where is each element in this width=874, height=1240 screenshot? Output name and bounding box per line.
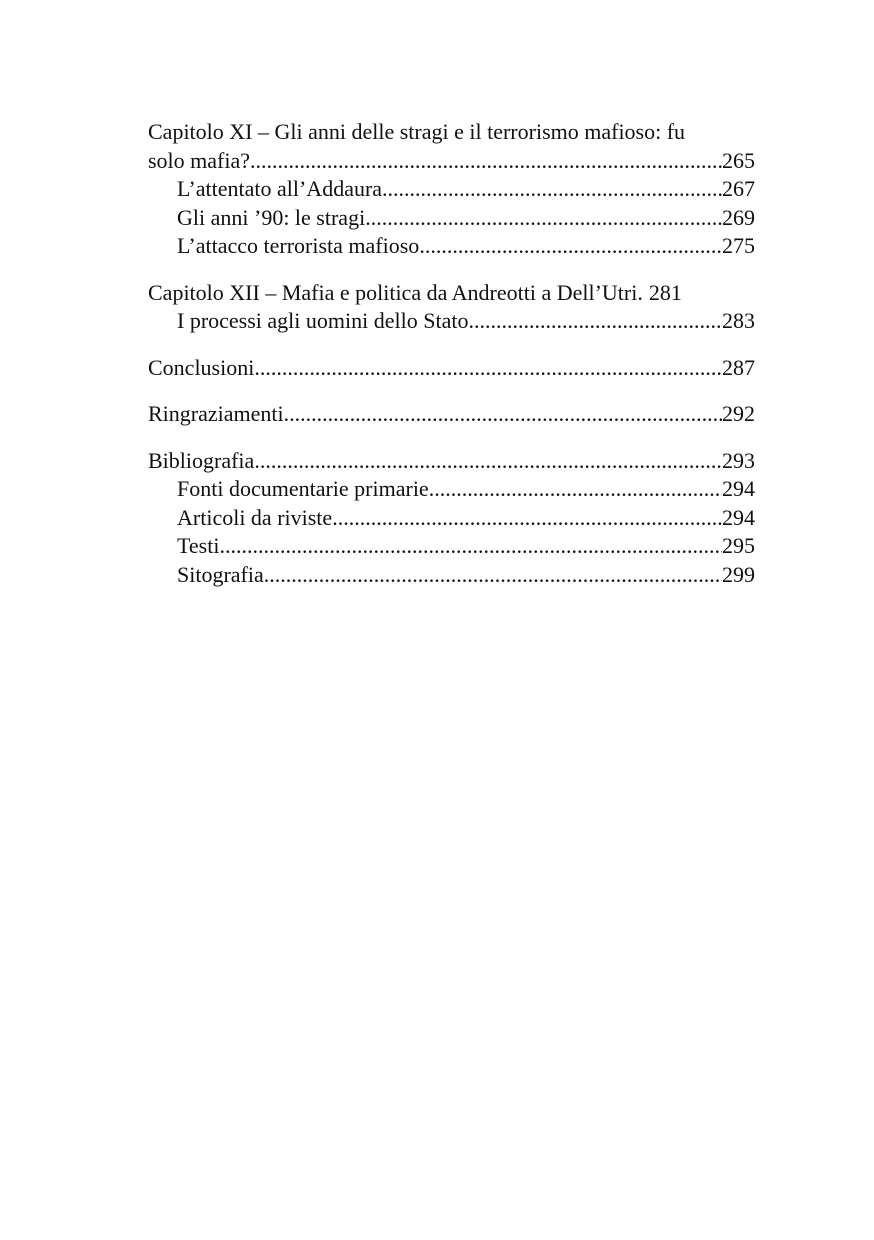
- toc-page-number: 269: [722, 204, 755, 230]
- toc-entry-bibliografia[interactable]: [148, 447, 755, 476]
- dot-leader: [264, 561, 722, 590]
- toc-page-number: 283: [722, 308, 755, 333]
- toc-page-number: 281: [648, 279, 682, 305]
- toc-subentry[interactable]: [148, 532, 755, 561]
- dot-leader: [332, 504, 722, 533]
- toc-group-bibliografia: [148, 447, 755, 590]
- toc-subentry-title: Gli anni ’90: le stragi: [177, 204, 366, 230]
- dot-leader: [468, 307, 722, 336]
- toc-subentry-title: Fonti documentarie primarie: [177, 476, 429, 501]
- dot-leader: [219, 532, 722, 561]
- toc-entry-title: Bibliografia: [148, 447, 255, 473]
- toc-entry-conclusioni[interactable]: [148, 354, 755, 383]
- toc-subentry[interactable]: [148, 232, 755, 261]
- toc-page-number: 293: [722, 447, 755, 473]
- toc-subentry-title: Testi: [177, 533, 220, 558]
- toc-page-number: 287: [722, 354, 755, 380]
- toc-subentry-title: L’attentato all’Addaura: [177, 176, 383, 201]
- toc-subentry-title: L’attacco terrorista mafioso: [177, 233, 420, 258]
- toc-entry-title: Capitolo XII – Mafia e politica da Andreotti a Dell’Utri.: [148, 279, 643, 305]
- dot-leader: [284, 400, 722, 429]
- toc-entry-chapter-11[interactable]: [148, 147, 755, 176]
- toc-subentry-title: Articoli da riviste: [177, 504, 333, 530]
- toc-subentry[interactable]: [148, 561, 755, 590]
- dot-leader: [365, 204, 722, 233]
- dot-leader: [382, 175, 722, 204]
- toc-page-number: 299: [722, 561, 755, 587]
- toc-entry-title: Conclusioni: [148, 354, 255, 380]
- dot-leader: [254, 447, 722, 476]
- toc-subentry[interactable]: [148, 504, 755, 533]
- table-of-contents: [148, 118, 755, 607]
- toc-page-number: 294: [722, 504, 755, 530]
- toc-group-ringraziamenti: [148, 400, 755, 429]
- toc-page-number: 275: [722, 233, 755, 258]
- toc-page-number: 292: [722, 401, 755, 426]
- toc-subentry[interactable]: [148, 307, 755, 336]
- toc-group-chapter-11: [148, 118, 755, 261]
- dot-leader: [254, 354, 722, 383]
- dot-leader: [250, 147, 722, 176]
- toc-page-number: 265: [722, 147, 755, 173]
- toc-page-number: 294: [722, 476, 755, 501]
- toc-page-number: 267: [722, 176, 755, 201]
- toc-subentry[interactable]: [148, 175, 755, 204]
- toc-subentry-title: Sitografia: [177, 561, 264, 587]
- toc-entry-title: Ringraziamenti: [148, 401, 284, 426]
- dot-leader: [419, 232, 722, 261]
- toc-subentry[interactable]: [148, 204, 755, 233]
- toc-subentry-title: I processi agli uomini dello Stato: [177, 308, 469, 333]
- toc-page-number: 295: [722, 533, 755, 558]
- toc-entry-title[interactable]: Capitolo XI – Gli anni delle stragi e il terrorismo mafioso: fu: [148, 119, 686, 144]
- dot-leader: [429, 475, 722, 504]
- toc-entry-title: solo mafia?: [148, 147, 251, 173]
- toc-entry-ringraziamenti[interactable]: [148, 400, 755, 429]
- toc-group-chapter-12: [148, 279, 755, 336]
- toc-group-conclusioni: [148, 354, 755, 383]
- toc-subentry[interactable]: [148, 475, 755, 504]
- toc-entry-chapter-12[interactable]: [148, 279, 755, 308]
